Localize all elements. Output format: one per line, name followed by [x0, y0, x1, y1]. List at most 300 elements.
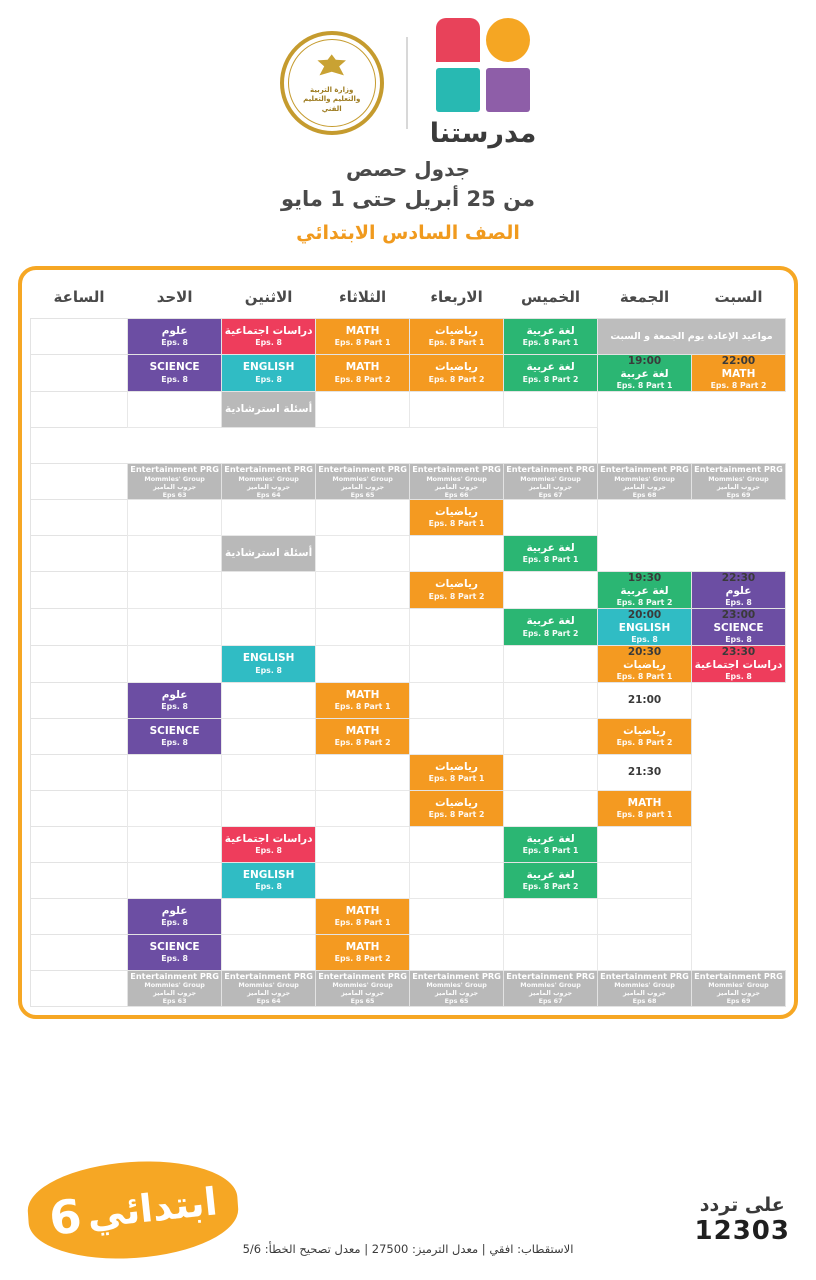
cell-subject: علوم [161, 324, 188, 337]
cell-subject-sub: Mommies' Group [426, 474, 487, 483]
cell-subject-sub-ar: جروب الماميز [247, 989, 291, 998]
cell-tuesday-0700 [316, 970, 410, 1006]
cell-episode: Eps. 8 [725, 635, 752, 645]
cell-subject: ENGLISH [242, 868, 295, 881]
cell-time: 20:30 [627, 645, 662, 658]
cell-subject: رياضيات [623, 658, 666, 671]
cell-tuesday-2030 [316, 645, 410, 682]
cell-sunday-1930 [128, 608, 222, 645]
cell-monday-0130 [222, 790, 316, 826]
cell-tuesday-0330 [316, 862, 410, 898]
time-1600: 16:00 [31, 463, 128, 499]
cell-monday-1830 [222, 571, 316, 608]
cell-episode: Eps 65 [444, 997, 469, 1006]
frequency-value: 12303 [694, 1216, 790, 1246]
cell-episode: Eps. 8 Part 2 [334, 954, 391, 964]
cell-subject-sub: Mommies' Group [332, 474, 393, 483]
cell-saturday-0700 [692, 970, 786, 1006]
cell-time: 23:00 [721, 608, 756, 621]
cell-saturday-1800 [692, 535, 786, 571]
logo-block-circle-icon [486, 18, 530, 62]
cell-subject: SCIENCE [713, 621, 764, 634]
cell-sunday-1830 [128, 571, 222, 608]
cell-subject: لغة عربية [526, 541, 575, 554]
cell-saturday-0130 [692, 790, 786, 826]
cell-subject: SCIENCE [149, 940, 200, 953]
cell-episode: Eps 68 [632, 997, 657, 1006]
cell-episode: Eps 66 [444, 490, 469, 499]
cell-wednesday-0200 [410, 826, 504, 862]
cell-saturday-2030 [692, 645, 786, 682]
table-row [31, 754, 786, 790]
cell-friday-2100 [598, 682, 692, 718]
cell-subject: رياضيات [435, 324, 478, 337]
cell-wednesday-0330 [410, 862, 504, 898]
cell-thursday-0000 [504, 754, 598, 790]
cell-subject-sub: Mommies' Group [426, 981, 487, 990]
cell-episode: Eps 68 [632, 490, 657, 499]
cell-episode: Eps. 8 Part 2 [616, 738, 673, 748]
cell-subject: ENGLISH [242, 652, 295, 665]
cell-time: 19:00 [627, 354, 662, 367]
cell-episode: Eps. 8 [255, 846, 282, 856]
cell-tuesday-0200 [316, 826, 410, 862]
cell-thursday-1930 [504, 608, 598, 645]
cell-episode: Eps 67 [538, 997, 563, 1006]
repeat-schedule-label: مواعيد الإعادة [31, 427, 598, 463]
cell-subject: Entertainment PRG [130, 971, 219, 982]
cell-episode: Eps. 8 Part 2 [522, 374, 579, 384]
time-0330: 03:30 [31, 862, 128, 898]
cell-saturday-1830 [692, 571, 786, 608]
cell-episode: Eps. 8 Part 1 [334, 338, 391, 348]
cell-subject: Entertainment PRG [130, 464, 219, 475]
cell-tuesday-1030 [316, 354, 410, 391]
cell-subject: رياضيات [435, 796, 478, 809]
cell-sunday-1800 [128, 535, 222, 571]
cell-thursday-0130 [504, 790, 598, 826]
cell-episode: Eps. 8 Part 2 [710, 381, 767, 391]
cell-wednesday-0000 [410, 754, 504, 790]
table-header-row [31, 280, 786, 319]
col-header-monday: الاثنين [244, 287, 293, 306]
cell-thursday-0700 [504, 970, 598, 1006]
cell-subject: MATH [345, 940, 380, 953]
cell-subject: MATH [627, 796, 662, 809]
table-row [31, 608, 786, 645]
col-header-tuesday: الثلاثاء [338, 287, 387, 306]
cell-episode: Eps. 8 Part 2 [428, 374, 485, 384]
cell-sunday-1100 [128, 391, 222, 427]
cell-subject: علوم [161, 688, 188, 701]
cell-subject-sub-ar: جروب الماميز [717, 482, 761, 491]
cell-sunday-0700 [128, 970, 222, 1006]
table-row [31, 318, 786, 354]
cell-time: 21:00 [627, 693, 662, 706]
cell-friday-0200 [598, 826, 692, 862]
cell-subject: Entertainment PRG [318, 971, 407, 982]
cell-subject: Entertainment PRG [506, 464, 595, 475]
cell-saturday-1930 [692, 608, 786, 645]
time-0200: 02:00 [31, 826, 128, 862]
cell-sunday-1030 [128, 354, 222, 391]
time-0700: 07:00 [31, 970, 128, 1006]
cell-thursday-1600 [504, 463, 598, 499]
cell-episode: Eps. 8 Part 1 [616, 672, 673, 682]
cell-episode: Eps. 8 Part 2 [428, 810, 485, 820]
weekend-repeat-note: مواعيد الإعادة يوم الجمعة و السبت [598, 318, 786, 354]
cell-time: 20:00 [627, 608, 662, 621]
col-header-thursday: الخميس [521, 287, 581, 306]
cell-episode: Eps. 8 [161, 954, 188, 964]
cell-episode: Eps. 8 [255, 374, 282, 384]
cell-thursday-2030 [504, 645, 598, 682]
cell-wednesday-2030 [410, 645, 504, 682]
cell-episode: Eps. 8 Part 2 [334, 738, 391, 748]
table-row-repeat-label [31, 427, 786, 463]
cell-tuesday-1100 [316, 391, 410, 427]
logo-block-teal-icon [436, 68, 480, 112]
time-0400: 04:00 [31, 898, 128, 934]
cell-thursday-1100 [504, 391, 598, 427]
cell-tuesday-1700 [316, 499, 410, 535]
cell-subject: دراسات اجتماعية [224, 832, 313, 845]
cell-subject: ENGLISH [618, 621, 671, 634]
cell-episode: Eps 64 [256, 997, 281, 1006]
cell-episode: Eps. 8 [255, 338, 282, 348]
cell-subject-sub: Mommies' Group [144, 981, 205, 990]
cell-saturday-1600 [692, 463, 786, 499]
cell-subject-sub: Mommies' Group [614, 474, 675, 483]
logo-block-house-icon [436, 18, 480, 62]
cell-wednesday-0530 [410, 934, 504, 970]
cell-friday-0000 [598, 754, 692, 790]
cell-episode: Eps. 8 Part 1 [334, 702, 391, 712]
header-divider [406, 37, 408, 129]
cell-friday-2030 [598, 645, 692, 682]
cell-friday-0130 [598, 790, 692, 826]
cell-friday-0400 [598, 898, 692, 934]
cell-friday-0330 [598, 862, 692, 898]
cell-subject-sub: Mommies' Group [332, 981, 393, 990]
cell-monday-1700 [222, 499, 316, 535]
cell-subject: MATH [345, 904, 380, 917]
cell-subject: دراسات اجتماعية [224, 324, 313, 337]
cell-sunday-2100 [128, 682, 222, 718]
cell-subject-sub: Mommies' Group [238, 981, 299, 990]
cell-sunday-2030 [128, 645, 222, 682]
cell-subject: رياضيات [435, 760, 478, 773]
cell-subject-sub-ar: جروب الماميز [623, 482, 667, 491]
technical-details: الاستقطاب: افقي | معدل الترميز: 27500 | معدل تصحيح الخطأ: 5/6 [242, 1242, 574, 1256]
cell-wednesday-1030 [410, 354, 504, 391]
cell-subject: Entertainment PRG [412, 971, 501, 982]
cell-episode: Eps 67 [538, 490, 563, 499]
cell-episode: Eps. 8 Part 2 [522, 882, 579, 892]
cell-tuesday-2100 [316, 682, 410, 718]
cell-wednesday-0900 [410, 318, 504, 354]
table-row [31, 499, 786, 535]
cell-subject: MATH [345, 361, 380, 374]
cell-tuesday-0130 [316, 790, 410, 826]
cell-episode: Eps. 8 Part 2 [616, 598, 673, 608]
cell-subject-sub-ar: جروب الماميز [247, 482, 291, 491]
cell-episode: Eps. 8 [725, 672, 752, 682]
cell-episode: Eps. 8 Part 1 [522, 555, 579, 565]
cell-thursday-2230 [504, 718, 598, 754]
cell-saturday-2100 [692, 682, 786, 718]
table-row [31, 718, 786, 754]
cell-episode: Eps. 8 Part 2 [334, 374, 391, 384]
table-row [31, 571, 786, 608]
table-row [31, 826, 786, 862]
cell-subject: لغة عربية [620, 368, 669, 381]
cell-subject: Entertainment PRG [412, 464, 501, 475]
cell-thursday-0200 [504, 826, 598, 862]
cell-saturday-1030 [692, 354, 786, 391]
cell-thursday-1830 [504, 571, 598, 608]
cell-subject: أسئلة استرشادية [224, 546, 313, 559]
schedule-table-frame [18, 266, 798, 1019]
table-row [31, 790, 786, 826]
table-row [31, 463, 786, 499]
cell-episode: Eps. 8 Part 2 [522, 628, 579, 638]
repeat-pad-friday [598, 427, 692, 463]
cell-episode: Eps. 8 [161, 918, 188, 928]
table-row [31, 354, 786, 391]
page-footer [0, 1150, 816, 1280]
cell-subject: رياضيات [435, 361, 478, 374]
cell-subject-sub-ar: جروب الماميز [435, 989, 479, 998]
cell-sunday-0330 [128, 862, 222, 898]
col-header-time: الساعة [53, 287, 105, 306]
cell-subject: MATH [721, 368, 756, 381]
cell-subject: أسئلة استرشادية [224, 402, 313, 415]
cell-episode: Eps 69 [726, 490, 751, 499]
time-1930: 19:30 [31, 608, 128, 645]
cell-saturday-0400 [692, 898, 786, 934]
cell-monday-0200 [222, 826, 316, 862]
table-row [31, 934, 786, 970]
cell-episode: Eps. 8 [161, 702, 188, 712]
time-1800: 18:00 [31, 535, 128, 571]
page-subtitle-grade: الصف السادس الابتدائي [296, 221, 520, 244]
cell-subject: لغة عربية [526, 361, 575, 374]
cell-episode: Eps. 8 [255, 882, 282, 892]
table-row [31, 898, 786, 934]
cell-episode: Eps. 8 Part 1 [428, 519, 485, 529]
frequency-label: على تردد [699, 1194, 785, 1216]
cell-subject: Entertainment PRG [318, 464, 407, 475]
cell-subject: Entertainment PRG [694, 971, 783, 982]
cell-subject: رياضيات [435, 578, 478, 591]
cell-time: 21:30 [627, 765, 662, 778]
brand-name: مدرستنا [429, 117, 537, 149]
cell-wednesday-1700 [410, 499, 504, 535]
cell-thursday-2100 [504, 682, 598, 718]
cell-friday-0530 [598, 934, 692, 970]
cell-monday-0330 [222, 862, 316, 898]
time-0130: 01:30 [31, 790, 128, 826]
cell-subject: لغة عربية [526, 868, 575, 881]
cell-tuesday-1600 [316, 463, 410, 499]
cell-time: 19:30 [627, 571, 662, 584]
cell-subject-sub: Mommies' Group [708, 981, 769, 990]
cell-friday-1030 [598, 354, 692, 391]
cell-friday-2230 [598, 718, 692, 754]
cell-tuesday-0000 [316, 754, 410, 790]
table-row [31, 682, 786, 718]
table-row [31, 535, 786, 571]
cell-episode: Eps 64 [256, 490, 281, 499]
cell-subject-sub-ar: جروب الماميز [341, 482, 385, 491]
cell-sunday-0900 [128, 318, 222, 354]
cell-subject: دراسات اجتماعية [694, 658, 783, 671]
cell-sunday-0000 [128, 754, 222, 790]
logo-blocks-icon [436, 18, 530, 112]
cell-wednesday-2100 [410, 682, 504, 718]
col-header-friday: الجمعة [619, 287, 670, 306]
cell-sunday-0130 [128, 790, 222, 826]
grade-number: 6 [46, 1188, 84, 1246]
time-2100: 21:00 [31, 682, 128, 718]
cell-wednesday-2230 [410, 718, 504, 754]
cell-episode: Eps. 8 part 1 [616, 810, 673, 820]
time-0900: 09:00 [31, 318, 128, 354]
cell-saturday-0000 [692, 754, 786, 790]
cell-saturday-0530 [692, 934, 786, 970]
cell-subject: لغة عربية [526, 832, 575, 845]
cell-thursday-0900 [504, 318, 598, 354]
time-1700: 17:00 [31, 499, 128, 535]
cell-saturday-0330 [692, 862, 786, 898]
cell-sunday-1700 [128, 499, 222, 535]
cell-wednesday-1600 [410, 463, 504, 499]
cell-wednesday-1930 [410, 608, 504, 645]
table-row [31, 645, 786, 682]
cell-episode: Eps. 8 [255, 665, 282, 675]
cell-thursday-0400 [504, 898, 598, 934]
grade-label: ابتدائي [84, 1179, 220, 1237]
madrasatna-logo [430, 18, 537, 149]
cell-tuesday-1930 [316, 608, 410, 645]
cell-monday-1800 [222, 535, 316, 571]
cell-episode: Eps 63 [162, 997, 187, 1006]
cell-episode: Eps. 8 [725, 598, 752, 608]
cell-tuesday-2230 [316, 718, 410, 754]
cell-subject-sub: Mommies' Group [520, 981, 581, 990]
cell-subject: MATH [345, 324, 380, 337]
frequency-block [695, 1194, 790, 1246]
cell-episode: Eps 65 [350, 997, 375, 1006]
cell-subject-sub-ar: جروب الماميز [529, 989, 573, 998]
repeat-pad-saturday [692, 427, 786, 463]
cell-episode: Eps. 8 Part 2 [428, 591, 485, 601]
cell-episode: Eps. 8 Part 1 [334, 918, 391, 928]
cell-subject: لغة عربية [526, 324, 575, 337]
cell-subject: لغة عربية [526, 615, 575, 628]
cell-wednesday-0400 [410, 898, 504, 934]
time-1100: 11:00 [31, 391, 128, 427]
cell-tuesday-1830 [316, 571, 410, 608]
cell-monday-0000 [222, 754, 316, 790]
cell-subject: لغة عربية [620, 585, 669, 597]
cell-subject-sub-ar: جروب الماميز [341, 989, 385, 998]
cell-time: 23:30 [721, 645, 756, 658]
cell-wednesday-0700 [410, 970, 504, 1006]
ministry-emblem-icon [280, 31, 384, 135]
cell-subject: MATH [345, 724, 380, 737]
page-header [0, 0, 816, 149]
cell-monday-2230 [222, 718, 316, 754]
emblem-inner [288, 39, 376, 127]
cell-episode: Eps. 8 [631, 635, 658, 645]
col-header-wednesday: الاربعاء [430, 287, 483, 306]
cell-episode: Eps. 8 Part 1 [428, 774, 485, 784]
cell-monday-0900 [222, 318, 316, 354]
cell-friday-1100 [598, 391, 692, 427]
cell-wednesday-1800 [410, 535, 504, 571]
cell-subject: رياضيات [435, 505, 478, 518]
cell-episode: Eps. 8 Part 1 [428, 338, 485, 348]
cell-episode: Eps. 8 [161, 374, 188, 384]
cell-thursday-1800 [504, 535, 598, 571]
cell-subject-sub: Mommies' Group [614, 981, 675, 990]
cell-friday-1600 [598, 463, 692, 499]
time-0000: 00:00 [31, 754, 128, 790]
cell-sunday-2230 [128, 718, 222, 754]
cell-subject: Entertainment PRG [224, 464, 313, 475]
cell-episode: Eps 63 [162, 490, 187, 499]
cell-episode: Eps 69 [726, 997, 751, 1006]
cell-subject-sub-ar: جروب الماميز [529, 482, 573, 491]
cell-saturday-1100 [692, 391, 786, 427]
cell-sunday-1600 [128, 463, 222, 499]
cell-subject: Entertainment PRG [694, 464, 783, 475]
cell-subject-sub-ar: جروب الماميز [717, 989, 761, 998]
cell-monday-2100 [222, 682, 316, 718]
time-0530: 05:30 [31, 934, 128, 970]
cell-episode: Eps. 8 Part 1 [522, 338, 579, 348]
cell-monday-1100 [222, 391, 316, 427]
cell-friday-1930 [598, 608, 692, 645]
cell-tuesday-0530 [316, 934, 410, 970]
cell-monday-1600 [222, 463, 316, 499]
cell-subject-sub-ar: جروب الماميز [623, 989, 667, 998]
cell-thursday-1700 [504, 499, 598, 535]
cell-saturday-2230 [692, 718, 786, 754]
cell-thursday-1030 [504, 354, 598, 391]
cell-monday-0530 [222, 934, 316, 970]
col-header-sunday: الاحد [156, 287, 193, 306]
cell-time: 22:00 [721, 354, 756, 367]
cell-episode: Eps 65 [350, 490, 375, 499]
cell-wednesday-0130 [410, 790, 504, 826]
cell-sunday-0400 [128, 898, 222, 934]
col-header-saturday: السبت [714, 287, 763, 306]
cell-subject-sub: Mommies' Group [238, 474, 299, 483]
cell-subject: علوم [161, 904, 188, 917]
cell-friday-1700 [598, 499, 692, 535]
cell-subject: Entertainment PRG [600, 464, 689, 475]
cell-sunday-0200 [128, 826, 222, 862]
cell-wednesday-1830 [410, 571, 504, 608]
time-1030: 10:30 [31, 354, 128, 391]
cell-friday-0700 [598, 970, 692, 1006]
cell-subject-sub-ar: جروب الماميز [153, 989, 197, 998]
cell-episode: Eps. 8 Part 1 [522, 846, 579, 856]
cell-subject-sub: Mommies' Group [144, 474, 205, 483]
